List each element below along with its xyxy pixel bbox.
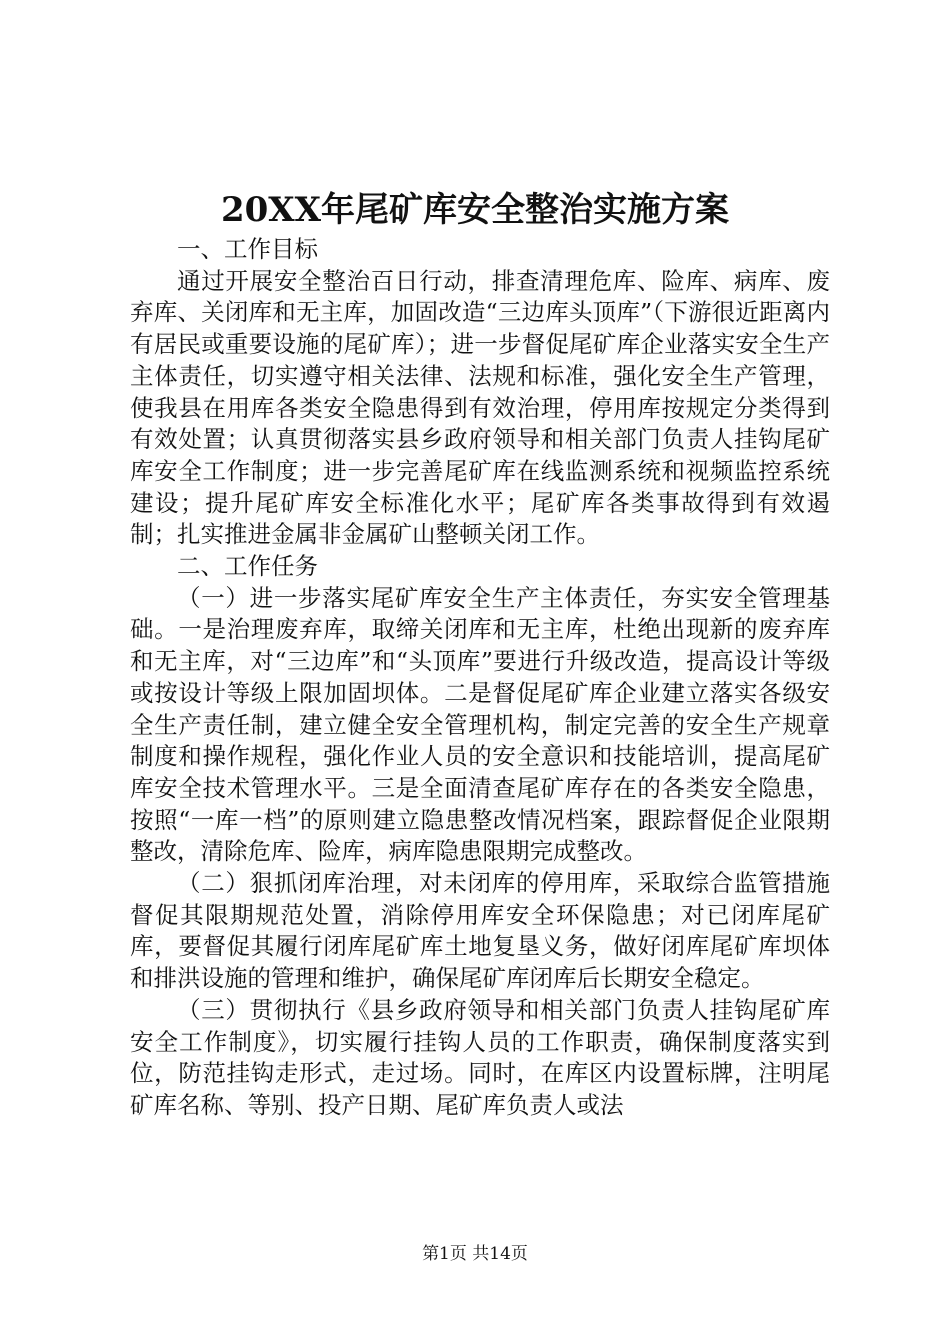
page-number-footer: 第1页 共14页	[422, 1244, 528, 1264]
paragraph-task-1: （一）进一步落实尾矿库安全生产主体责任，夯实安全管理基础。一是治理废弃库，取缔关闭库和无主库，杜绝出现新的废弃库和无主库，对“三边库”和“头顶库”要进行升级改造，提高设计等级或按设计等级上限加固坝体。二是督促尾矿库企业建立落实各级安全生产责任制，建立健全安全管理机构，制定完善的安全生产规章制度和操作规程，强化作业人员的安全意识和技能培训，提高尾矿库安全技术管理水平。三是全面清查尾矿库存在的各类安全隐患，按照“一库一档”的原则建立隐患整改情况档案，跟踪督促企业限期整改，清除危库、险库，病库隐患限期完成整改。	[130, 583, 830, 866]
section-heading-goals: 一、工作目标	[177, 235, 318, 263]
paragraph-task-3: （三）贯彻执行《县乡政府领导和相关部门负责人挂钩尾矿库安全工作制度》，切实履行挂钩人员的工作职责，确保制度落实到位，防范挂钩走形式，走过场。同时，在库区内设置标牌，注明尾矿库名称、等别、投产日期、尾矿库负责人或法	[130, 995, 830, 1119]
document-body	[130, 234, 830, 1122]
paragraph-task-2: （二）狠抓闭库治理，对未闭库的停用库，采取综合监管措施督促其限期规范处置，消除停用库安全环保隐患；对已闭库尾矿库，要督促其履行闭库尾矿库土地复垦义务，做好闭库尾矿库坝体和排洪设施的管理和维护，确保尾矿库闭库后长期安全稳定。	[130, 869, 830, 993]
document-title: 20XX年尾矿库安全整治实施方案	[220, 190, 730, 230]
section-heading-tasks: 二、工作任务	[177, 552, 318, 581]
paragraph-goals: 通过开展安全整治百日行动，排查清理危库、险库、病库、废弃库、关闭库和无主库，加固改造“三边库头顶库”（下游很近距离内有居民或重要设施的尾矿库）；进一步督促尾矿库企业落实安全生产主体责任，切实遵守相关法律、法规和标准，强化安全生产管理，使我县在用库各类安全隐患得到有效治理，停用库按规定分类得到有效处置；认真贯彻落实县乡政府领导和相关部门负责人挂钩尾矿库安全工作制度；进一步完善尾矿库在线监测系统和视频监控系统建设；提升尾矿库安全标准化水平；尾矿库各类事故得到有效遏制；扎实推进金属非金属矿山整顿关闭工作。	[130, 266, 830, 549]
